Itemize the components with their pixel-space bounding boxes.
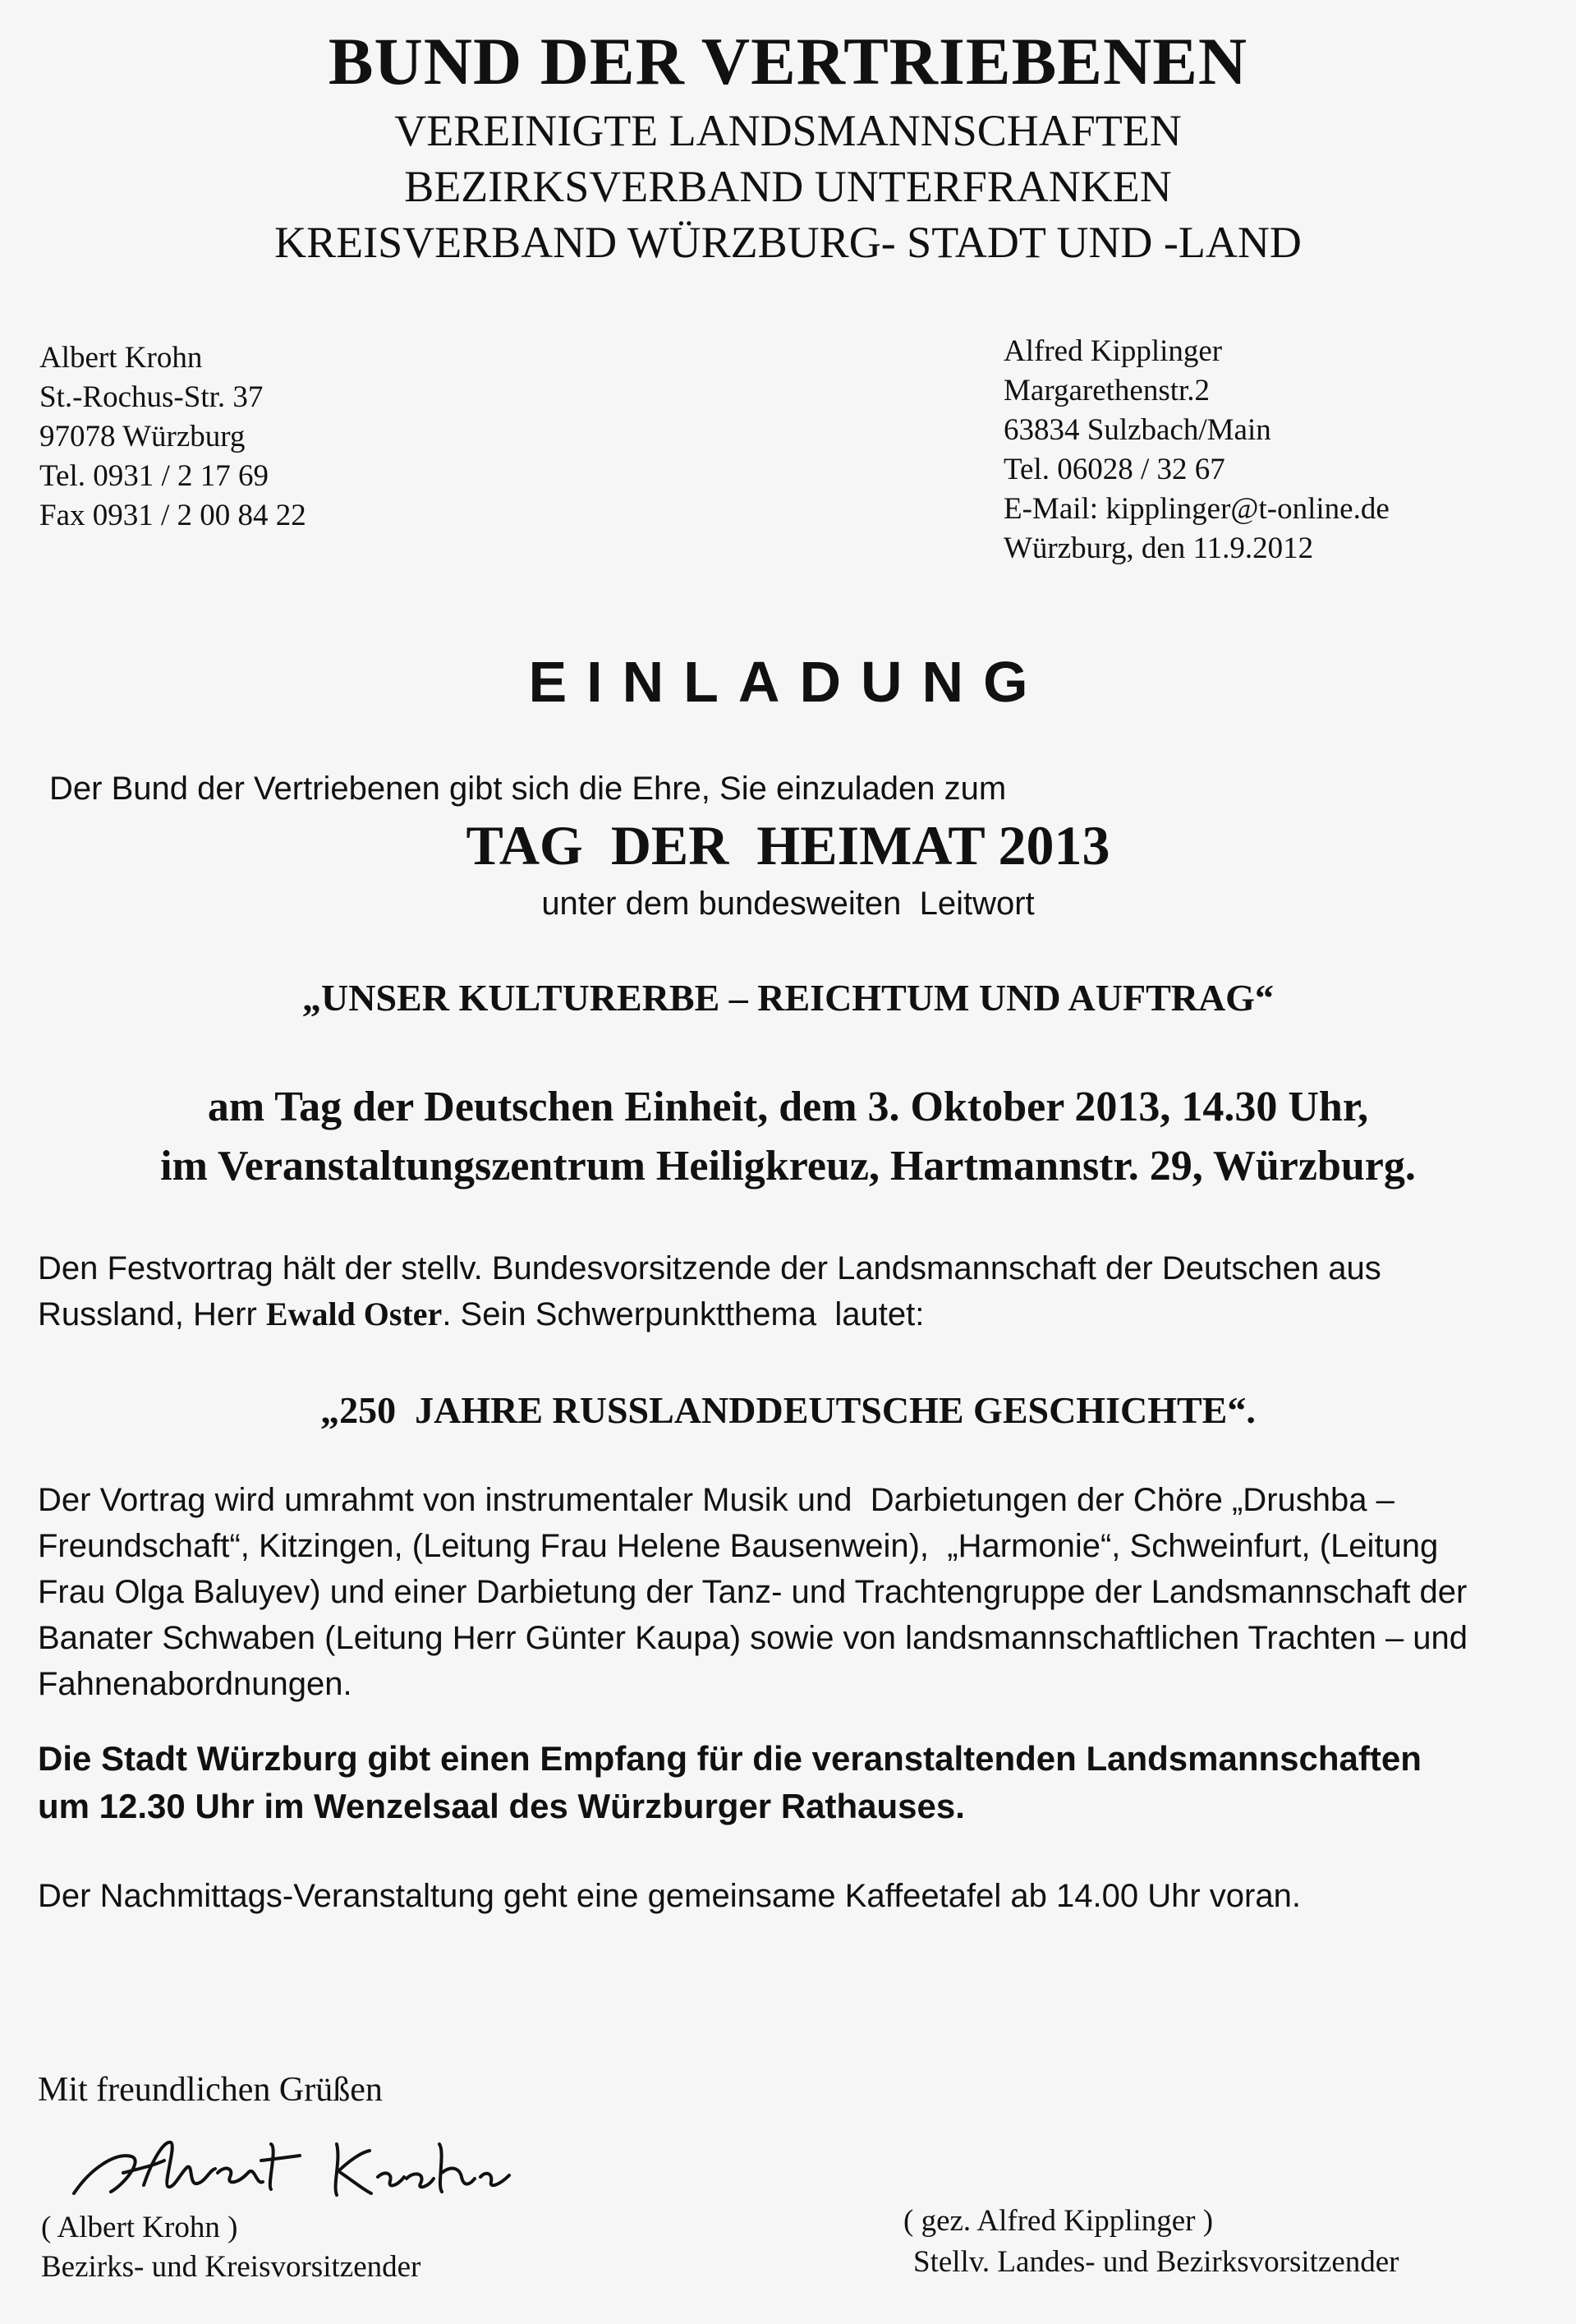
event-venue: im Veranstaltungszentrum Heiligkreuz, Hartmannstr. 29, Würzburg. bbox=[160, 1143, 1416, 1190]
organization-title: BUND DER VERTRIEBENEN bbox=[328, 24, 1248, 99]
organization-subtitle-1: VEREINIGTE LANDSMANNSCHAFTEN bbox=[394, 106, 1182, 155]
speech-paragraph bbox=[38, 1245, 1549, 1337]
signer-right-name: ( gez. Alfred Kipplinger ) bbox=[903, 2204, 1214, 2238]
organization-subtitle-3: KREISVERBAND WÜRZBURG- STADT UND -LAND bbox=[274, 218, 1302, 267]
sender-left-street: St.-Rochus-Str. 37 bbox=[39, 380, 264, 414]
signature-image bbox=[66, 2128, 542, 2218]
sender-left bbox=[39, 338, 306, 536]
event-title: TAG DER HEIMAT 2013 bbox=[466, 814, 1110, 877]
sender-right bbox=[1004, 332, 1390, 568]
sender-right-tel: Tel. 06028 / 32 67 bbox=[1004, 453, 1225, 486]
program-line-3: Frau Olga Baluyev) und einer Darbietung der Tanz- und Trachtengruppe der Landsmannschaft der bbox=[38, 1574, 1468, 1610]
speech-line-1: Den Festvortrag hält der stellv. Bundesvorsitzende der Landsmannschaft der Deutschen aus bbox=[38, 1250, 1381, 1286]
speech-line-2-end: . Sein Schwerpunktthema lautet: bbox=[442, 1296, 925, 1332]
program-line-2: Freundschaft“, Kitzingen, (Leitung Frau Helene Bausenwein), „Harmonie“, Schweinfurt, (Leitung bbox=[38, 1528, 1439, 1564]
signer-left-name: ( Albert Krohn ) bbox=[41, 2211, 238, 2244]
invitation-intro: Der Bund der Vertriebenen gibt sich die Ehre, Sie einzuladen zum bbox=[49, 771, 1007, 807]
sender-right-street: Margarethenstr.2 bbox=[1004, 374, 1211, 407]
coffee-paragraph: Der Nachmittags-Veranstaltung geht eine gemeinsame Kaffeetafel ab 14.00 Uhr voran. bbox=[38, 1878, 1301, 1914]
program-line-5: Fahnenabordnungen. bbox=[38, 1666, 352, 1702]
program-line-1: Der Vortrag wird umrahmt von instrumentaler Musik und Darbietungen der Chöre „Drushba – bbox=[38, 1482, 1395, 1518]
program-paragraph bbox=[38, 1477, 1549, 1707]
closing-greeting: Mit freundlichen Grüßen bbox=[38, 2071, 383, 2109]
sender-left-fax: Fax 0931 / 2 00 84 22 bbox=[39, 499, 306, 532]
speech-topic: „250 JAHRE RUSSLANDDEUTSCHE GESCHICHTE“. bbox=[320, 1389, 1256, 1431]
event-date: am Tag der Deutschen Einheit, dem 3. Oktober 2013, 14.30 Uhr, bbox=[207, 1084, 1369, 1130]
sender-left-name: Albert Krohn bbox=[39, 341, 203, 375]
sender-left-tel: Tel. 0931 / 2 17 69 bbox=[39, 459, 269, 493]
signer-right-role: Stellv. Landes- und Bezirksvorsitzender bbox=[913, 2245, 1399, 2279]
letter-date: Würzburg, den 11.9.2012 bbox=[1004, 532, 1314, 565]
invitation-heading: EINLADUNG bbox=[528, 650, 1048, 714]
motto-label: unter dem bundesweiten Leitwort bbox=[541, 886, 1035, 922]
speech-line-2 bbox=[38, 1291, 1549, 1337]
speech-line-2-start: Russland, Herr bbox=[38, 1296, 266, 1332]
sender-left-city: 97078 Würzburg bbox=[39, 420, 246, 453]
sender-right-email: E-Mail: kipplinger@t-online.de bbox=[1004, 492, 1390, 526]
program-line-4: Banater Schwaben (Leitung Herr Günter Kaupa) sowie von landsmannschaftlichen Trachten – und bbox=[38, 1620, 1468, 1656]
sender-right-name: Alfred Kipplinger bbox=[1004, 334, 1223, 368]
sender-right-city: 63834 Sulzbach/Main bbox=[1004, 413, 1271, 447]
reception-paragraph bbox=[38, 1735, 1549, 1830]
speaker-name: Ewald Oster bbox=[265, 1295, 443, 1332]
reception-line-2: um 12.30 Uhr im Wenzelsaal des Würzburger Rathauses. bbox=[38, 1787, 965, 1825]
reception-line-1: Die Stadt Würzburg gibt einen Empfang für die veranstaltenden Landsmannschaften bbox=[38, 1739, 1422, 1778]
organization-subtitle-2: BEZIRKSVERBAND UNTERFRANKEN bbox=[404, 162, 1172, 211]
motto: „UNSER KULTURERBE – REICHTUM UND AUFTRAG“ bbox=[302, 977, 1274, 1019]
signer-left-role: Bezirks- und Kreisvorsitzender bbox=[41, 2250, 421, 2284]
